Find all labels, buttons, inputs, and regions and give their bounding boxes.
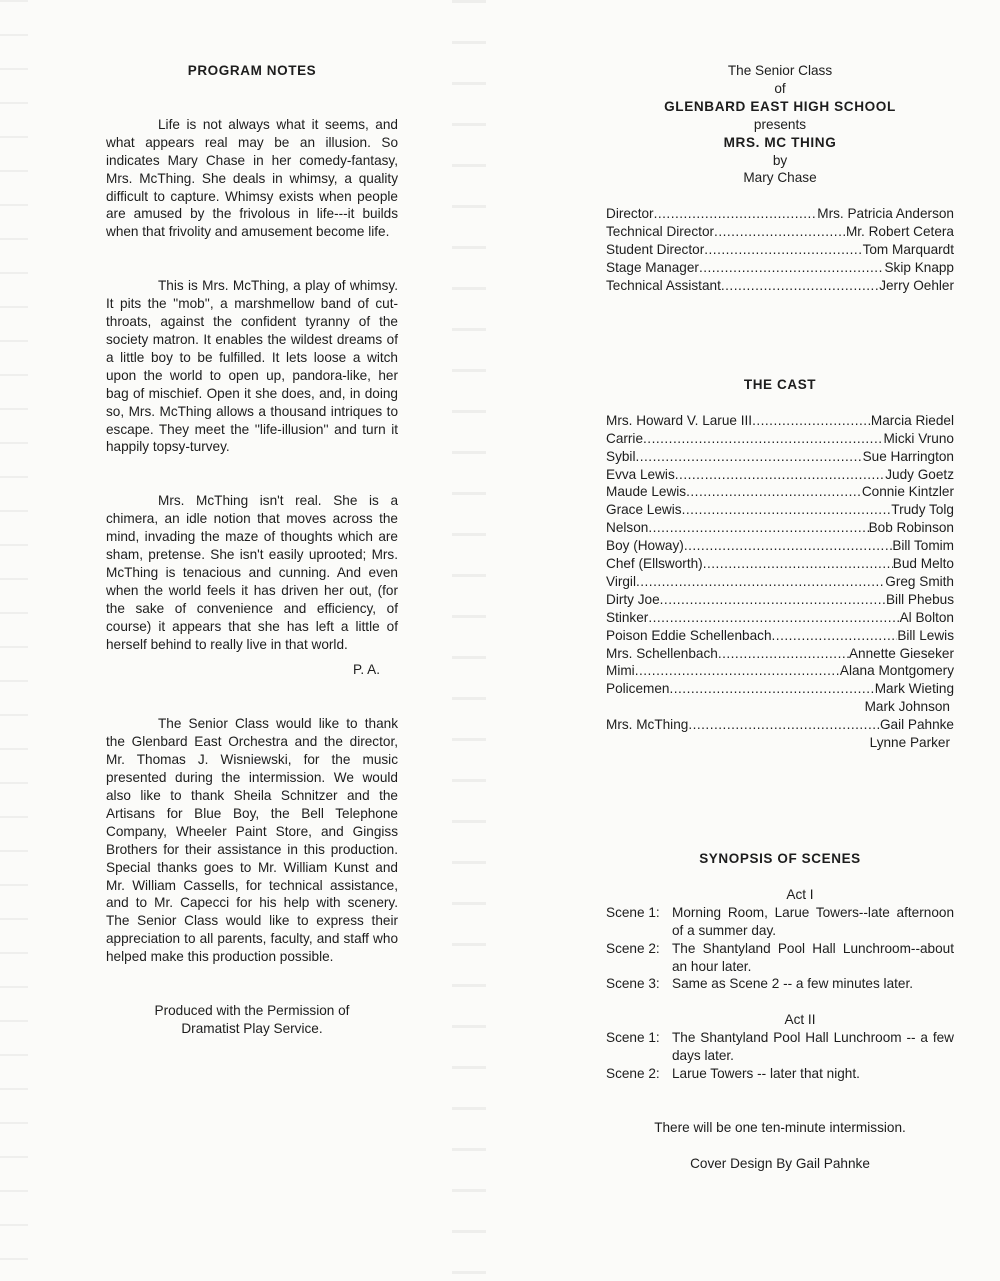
program-notes-column (106, 62, 398, 1038)
staff-row: Stage Manager ..... Skip Knapp (606, 259, 954, 277)
cast-row: Stinker ..... Al Bolton (606, 609, 954, 627)
left-edge-speckle (0, 0, 28, 1281)
scene-row: Scene 1: The Shantyland Pool Hall Lunchroom -- a few days later. (606, 1030, 954, 1064)
title-line-of: of (774, 80, 786, 96)
thanks-paragraph: The Senior Class would like to thank the Glenbard East Orchestra and the director, Mr. Thomas J. Wisniewski, for the music presented during the intermission. We would also like to thank Sheila Schnitzer and the Artisans for Blue Boy, the Bell Telephone Company, Wheeler Paint Store, and Gingiss Brothers for their assistance in this production. Special thanks goes to Mr. William Kunst and Mr. William Cassells, for technical assistance, and to Mr. Capecci for his help with scenery. The Senior Class would like to express their appreciation to all parents, faculty, and staff who helped make this production possible. (106, 716, 398, 965)
cast-row: Boy (Howay) ..... Bill Tomim (606, 537, 954, 555)
cast-row: Virgil ..... Greg Smith (606, 573, 954, 591)
scene-row: Scene 2: Larue Towers -- later that night. (606, 1066, 860, 1082)
act-1-label: Act I (786, 886, 814, 902)
title-line-presents: presents (753, 116, 807, 132)
cast-row: Mrs. Schellenbach ..... Annette Gieseker (606, 645, 954, 663)
staff-list (606, 205, 954, 295)
cast-row: Chef (Ellsworth) ..... Bud Melto (606, 555, 954, 573)
scene-row: Scene 3: Same as Scene 2 -- a few minutes later. (606, 976, 914, 992)
cast-row: Dirty Joe ..... Bill Phebus (606, 591, 954, 609)
cover-credit: Cover Design By Gail Pahnke (690, 1155, 870, 1171)
staff-row: Technical Director ..... Mr. Robert Cetera (606, 223, 954, 241)
cast-row: Mrs. Howard V. Larue III ..... Marcia Riedel (606, 412, 954, 430)
staff-row: Technical Assistant ..... Jerry Oehler (606, 277, 954, 295)
notes-initials: P. A. (353, 662, 380, 678)
notes-paragraph-3: Mrs. McThing isn't real. She is a chimera, an idle notion that moves across the mind, invading the maze of thoughts which are sham, pretense. She isn't easily uprooted; Mrs. McThing is tenacious and cunning. And even when the world feels it has driven her out, (for the sake of convenience and efficiency, of course) it appears that she has left a little of herself behind to really live in that world. (106, 493, 398, 652)
scene-row: Scene 1: Morning Room, Larue Towers--late afternoon of a summer day. (606, 904, 954, 938)
cast-list (606, 412, 954, 752)
program-notes-heading: PROGRAM NOTES (187, 63, 317, 78)
play-title: MRS. MC THING (723, 134, 837, 150)
cast-row: Nelson ..... Bob Robinson (606, 519, 954, 537)
cast-row-extra: Mark Johnson (864, 699, 950, 715)
credits-column (606, 62, 954, 1173)
cast-row-extra: Lynne Parker (869, 735, 950, 751)
cast-row: Mrs. McThing ..... Gail Pahnke (606, 716, 954, 734)
center-fold (452, 0, 486, 1281)
notes-paragraph-2: This is Mrs. McThing, a play of whimsy. It pits the ''mob'', a marshmellow band of cut-throats, against the confident tyranny of the society matron. It enables the wildest dreams of a little boy to be fulfilled. It lets loose a witch upon the world to open up, pandora-like, her bag of mischief. Open it she does, and, in doing so, Mrs. McThing allows a thousand intriques to escape. They meet the ''life-illusion'' and turn it happily topsy-turvey. (106, 278, 398, 455)
cast-row: Carrie ..... Micki Vruno (606, 430, 954, 448)
act-2-label: Act II (784, 1012, 816, 1028)
cast-heading: THE CAST (743, 376, 817, 392)
permission-line-1: Produced with the Permission of (154, 1003, 350, 1019)
synopsis-heading: SYNOPSIS OF SCENES (699, 851, 861, 866)
cast-row: Maude Lewis ..... Connie Kintzler (606, 483, 954, 501)
school-name: GLENBARD EAST HIGH SCHOOL (664, 98, 896, 114)
scene-row: Scene 2: The Shantyland Pool Hall Lunchroom--about an hour later. (606, 940, 954, 974)
intermission-note: There will be one ten-minute intermission. (654, 1119, 906, 1135)
title-line-senior-class: The Senior Class (727, 63, 833, 78)
staff-row: Student Director ..... Tom Marquardt (606, 241, 954, 259)
cast-row: Poison Eddie Schellenbach ..... Bill Lewis (606, 627, 954, 645)
author-name: Mary Chase (743, 170, 817, 186)
notes-paragraph-1: Life is not always what it seems, and what appears real may be an illusion. So indicates Mary Chase in her comedy-fantasy, Mrs. McThing. She deals in whimsy, a quality difficult to capture. Whimsy exists when people are amused by the frivolous in life---it builds when that frivolity and amusement become life. (106, 116, 398, 240)
cast-row: Policemen ..... Mark Wieting (606, 680, 954, 698)
cast-row: Grace Lewis ..... Trudy Tolg (606, 501, 954, 519)
permission-line-2: Dramatist Play Service. (181, 1020, 323, 1036)
cast-row: Evva Lewis ..... Judy Goetz (606, 466, 954, 484)
cast-row: Mimi ..... Alana Montgomery (606, 662, 954, 680)
cast-row: Sybil ..... Sue Harrington (606, 448, 954, 466)
title-line-by: by (772, 152, 788, 168)
staff-row: Director ..... Mrs. Patricia Anderson (606, 205, 954, 223)
title-block (606, 62, 954, 187)
